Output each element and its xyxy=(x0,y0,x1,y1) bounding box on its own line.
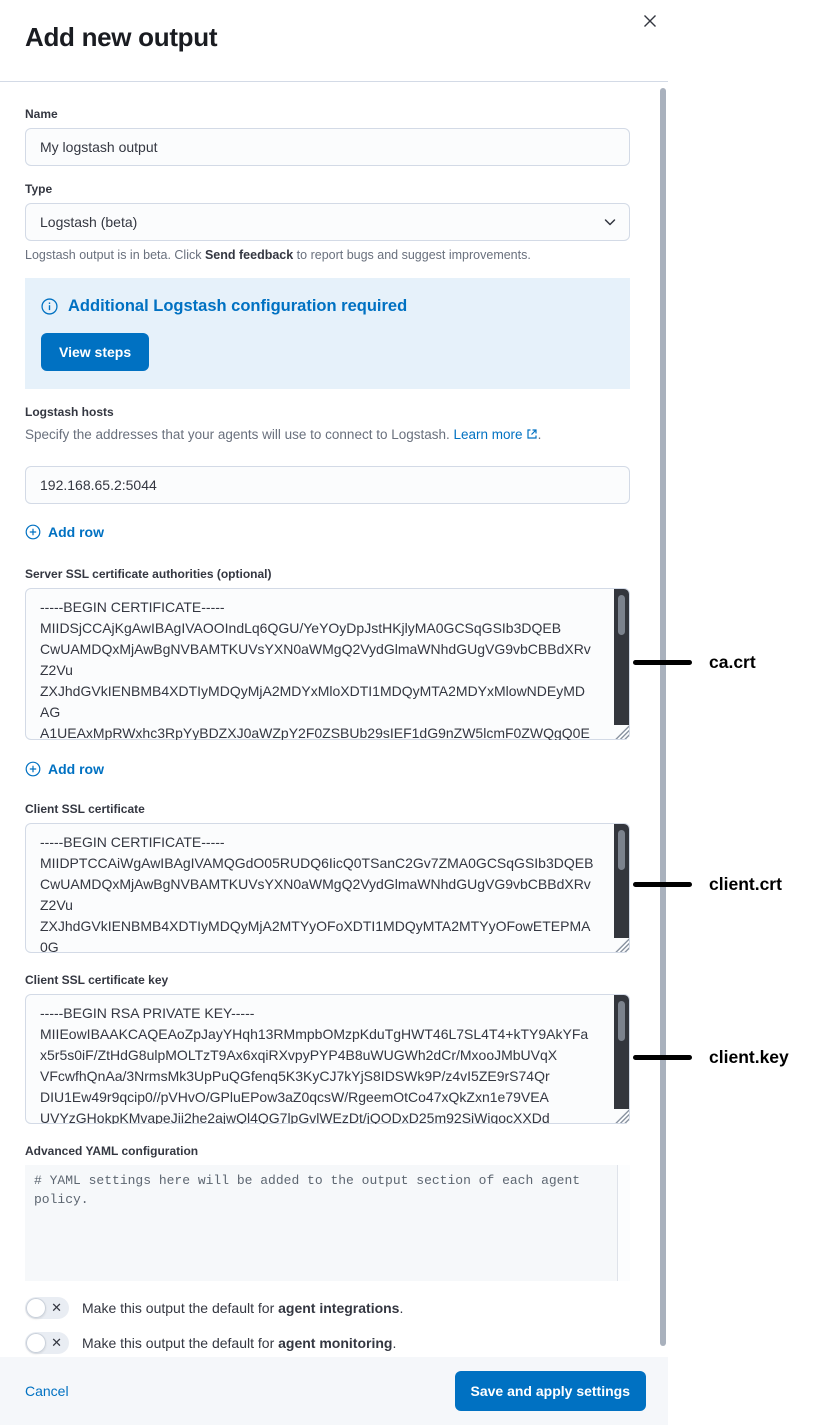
external-link-icon xyxy=(526,428,538,440)
yaml-config-input[interactable] xyxy=(25,1165,630,1281)
client-ssl-key-field xyxy=(25,994,630,1124)
annotation-line xyxy=(633,660,692,665)
scrollbar-thumb[interactable] xyxy=(618,1001,625,1041)
cancel-button[interactable]: Cancel xyxy=(25,1383,69,1399)
save-and-apply-button[interactable]: Save and apply settings xyxy=(455,1371,647,1411)
chevron-down-icon xyxy=(602,214,618,230)
page-title: Add new output xyxy=(25,22,218,52)
textarea-scrollbar[interactable] xyxy=(614,824,629,938)
logstash-config-callout xyxy=(25,278,630,389)
add-host-row-button[interactable]: Add row xyxy=(25,524,104,540)
default-monitoring-row xyxy=(25,1332,630,1354)
client-ssl-cert-field xyxy=(25,823,630,953)
logstash-hosts-description: Specify the addresses that your agents will use to connect to Logstash. Learn more . xyxy=(25,427,542,442)
name-input-value: My logstash output xyxy=(40,139,158,155)
type-select[interactable] xyxy=(25,203,630,241)
default-integrations-row xyxy=(25,1297,630,1319)
callout-title: Additional Logstash configuration required xyxy=(68,297,408,315)
annotation-line xyxy=(633,882,692,887)
plus-in-circle-icon xyxy=(25,524,41,540)
server-ssl-ca-field xyxy=(25,588,630,740)
info-icon xyxy=(41,298,58,315)
annotation-label: ca.crt xyxy=(709,652,756,672)
default-monitoring-label: Make this output the default for agent monitoring. xyxy=(82,1335,397,1351)
logstash-host-input[interactable] xyxy=(25,466,630,504)
learn-more-link[interactable]: Learn more xyxy=(454,427,538,442)
annotation-ca-crt xyxy=(633,652,756,673)
plus-in-circle-icon xyxy=(25,761,41,777)
close-button[interactable] xyxy=(639,10,661,32)
editor-scrollbar-track[interactable] xyxy=(617,1165,630,1281)
cross-icon: ✕ xyxy=(51,1300,62,1315)
advanced-yaml-label: Advanced YAML configuration xyxy=(25,1144,199,1158)
server-ssl-ca-label: Server SSL certificate authorities (optional) xyxy=(25,567,272,581)
client-ssl-key-textarea[interactable] xyxy=(25,994,630,1124)
client-ssl-cert-textarea[interactable] xyxy=(25,823,630,953)
flyout-body xyxy=(0,82,668,1357)
default-monitoring-toggle[interactable] xyxy=(25,1332,69,1354)
client-ssl-key-label: Client SSL certificate key xyxy=(25,973,169,987)
annotation-label: client.crt xyxy=(709,874,782,894)
cross-icon: ✕ xyxy=(51,1335,62,1350)
type-beta-note: Logstash output is in beta. Click Send feedback to report bugs and suggest improvements. xyxy=(25,248,531,262)
close-icon xyxy=(642,13,658,29)
client-ssl-cert-label: Client SSL certificate xyxy=(25,802,145,816)
yaml-editor xyxy=(25,1165,630,1281)
annotation-line xyxy=(633,1055,692,1060)
scrollbar-thumb[interactable] xyxy=(618,830,625,870)
toggle-knob xyxy=(26,1298,46,1318)
flyout-scrollbar[interactable] xyxy=(660,88,666,1346)
annotation-label: client.key xyxy=(709,1047,789,1067)
flyout-footer xyxy=(0,1357,668,1425)
server-ssl-ca-textarea[interactable] xyxy=(25,588,630,740)
view-steps-button[interactable]: View steps xyxy=(41,333,149,371)
name-label: Name xyxy=(25,107,58,121)
default-integrations-label: Make this output the default for agent integrations. xyxy=(82,1300,404,1316)
logstash-host-value: 192.168.65.2:5044 xyxy=(40,477,157,493)
name-input[interactable] xyxy=(25,128,630,166)
type-label: Type xyxy=(25,182,53,196)
default-integrations-toggle[interactable] xyxy=(25,1297,69,1319)
textarea-scrollbar[interactable] xyxy=(614,589,629,725)
logstash-hosts-label: Logstash hosts xyxy=(25,405,114,419)
scrollbar-thumb[interactable] xyxy=(618,595,625,635)
annotation-client-crt xyxy=(633,874,782,895)
flyout-header xyxy=(0,0,668,82)
add-ca-row-button[interactable]: Add row xyxy=(25,761,104,777)
toggle-knob xyxy=(26,1333,46,1353)
textarea-scrollbar[interactable] xyxy=(614,995,629,1109)
annotation-client-key xyxy=(633,1047,789,1068)
type-select-value: Logstash (beta) xyxy=(40,214,138,230)
